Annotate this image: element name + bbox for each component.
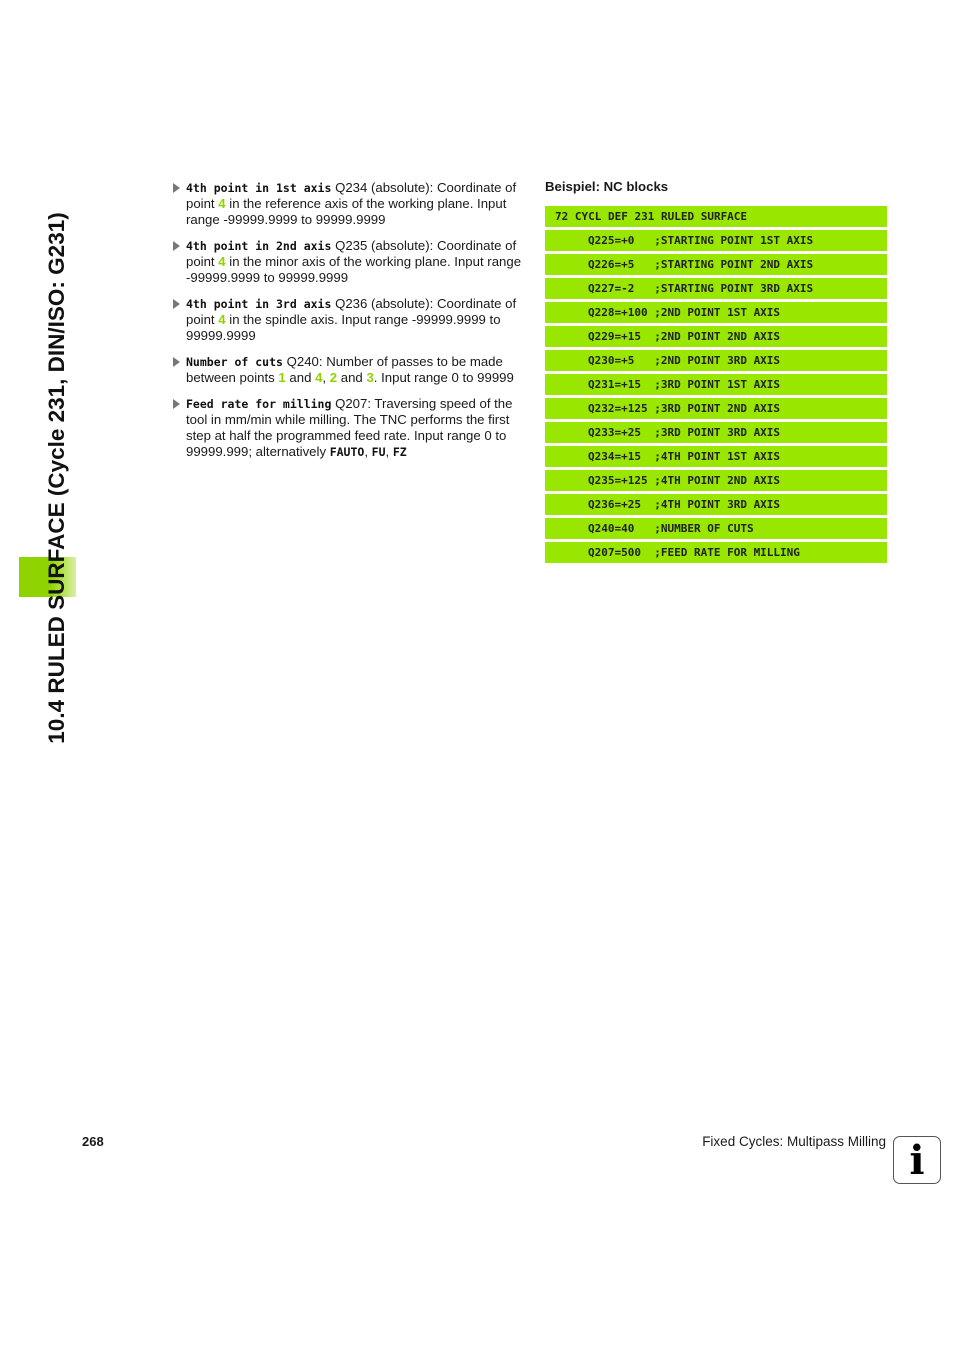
parameter-item xyxy=(172,396,524,460)
nc-block-line: Q236=+25 ;4TH POINT 3RD AXIS xyxy=(545,494,887,515)
parameter-text: in the reference axis of the working plane. Input range -99999.9999 to 99999.9999 xyxy=(186,196,507,227)
parameter-list xyxy=(172,180,524,470)
parameter-item xyxy=(172,296,524,344)
parameter-text: in the minor axis of the working plane. Input range -99999.9999 to 99999.9999 xyxy=(186,254,522,285)
nc-example xyxy=(545,179,887,566)
parameter-item xyxy=(172,354,524,386)
chapter-title: 10.4 RULED SURFACE (Cycle 231, DIN/ISO: G231) xyxy=(44,212,69,744)
point-number: 3 xyxy=(366,370,374,385)
point-number: 4 xyxy=(218,312,226,327)
parameter-text: Q234 (absolute): Coordinate of point xyxy=(186,180,517,211)
nc-block-line: Q230=+5 ;2ND POINT 3RD AXIS xyxy=(545,350,887,371)
nc-block-line: Q226=+5 ;STARTING POINT 2ND AXIS xyxy=(545,254,887,275)
point-number: 4 xyxy=(315,370,323,385)
parameter-text: Q207: Traversing speed of the tool in mm/min while milling. The TNC performs the first step at half the programmed feed rate. Input range 0 to 99999.999; alternatively xyxy=(186,396,513,459)
parameter-keyword: 4th point in 3rd axis xyxy=(186,297,332,311)
bullet-triangle-icon xyxy=(173,241,180,251)
feed-keyword: FU xyxy=(371,445,386,459)
parameter-text: Q236 (absolute): Coordinate of point xyxy=(186,296,517,327)
nc-block-line: Q228=+100 ;2ND POINT 1ST AXIS xyxy=(545,302,887,323)
nc-block-line: Q231=+15 ;3RD POINT 1ST AXIS xyxy=(545,374,887,395)
bullet-triangle-icon xyxy=(173,183,180,193)
point-number: 2 xyxy=(329,370,338,385)
nc-block-line: 72 CYCL DEF 231 RULED SURFACE xyxy=(545,206,887,227)
nc-block-line: Q240=40 ;NUMBER OF CUTS xyxy=(545,518,887,539)
example-title: Beispiel: NC blocks xyxy=(545,179,669,194)
nc-block-line: Q225=+0 ;STARTING POINT 1ST AXIS xyxy=(545,230,887,251)
nc-block-line: Q229=+15 ;2ND POINT 2ND AXIS xyxy=(545,326,887,347)
parameter-item xyxy=(172,180,524,228)
footer-chapter: Fixed Cycles: Multipass Milling xyxy=(702,1134,886,1149)
nc-block-line: Q235=+125 ;4TH POINT 2ND AXIS xyxy=(545,470,887,491)
page-number: 268 xyxy=(82,1134,104,1149)
nc-block-line: Q227=-2 ;STARTING POINT 3RD AXIS xyxy=(545,278,887,299)
parameter-keyword: 4th point in 2nd axis xyxy=(186,239,332,253)
parameter-text: , xyxy=(385,444,393,459)
info-icon: i xyxy=(893,1136,941,1184)
parameter-text: in the spindle axis. Input range -99999.9999 to 99999.9999 xyxy=(186,312,501,343)
parameter-keyword: Number of cuts xyxy=(186,355,283,369)
feed-keyword: FZ xyxy=(392,445,407,459)
parameter-text: and xyxy=(337,370,367,385)
nc-block-line: Q207=500 ;FEED RATE FOR MILLING xyxy=(545,542,887,563)
parameter-item xyxy=(172,238,524,286)
parameter-text: , xyxy=(322,370,330,385)
parameter-text: Q235 (absolute): Coordinate of point xyxy=(186,238,517,269)
nc-block-line: Q233=+25 ;3RD POINT 3RD AXIS xyxy=(545,422,887,443)
nc-block-line: Q232=+125 ;3RD POINT 2ND AXIS xyxy=(545,398,887,419)
bullet-triangle-icon xyxy=(173,399,180,409)
bullet-triangle-icon xyxy=(173,357,180,367)
nc-block-line: Q234=+15 ;4TH POINT 1ST AXIS xyxy=(545,446,887,467)
parameter-keyword: 4th point in 1st axis xyxy=(186,181,332,195)
point-number: 4 xyxy=(218,254,226,269)
point-number: 1 xyxy=(278,370,286,385)
parameter-text: and xyxy=(285,370,316,385)
parameter-text: Q240: Number of passes to be made between points xyxy=(186,354,503,385)
feed-keyword: FAUTO xyxy=(329,445,365,459)
parameter-text: , xyxy=(364,444,372,459)
bullet-triangle-icon xyxy=(173,299,180,309)
parameter-keyword: Feed rate for milling xyxy=(186,397,332,411)
point-number: 4 xyxy=(218,196,226,211)
parameter-text: . Input range 0 to 99999 xyxy=(373,370,514,385)
